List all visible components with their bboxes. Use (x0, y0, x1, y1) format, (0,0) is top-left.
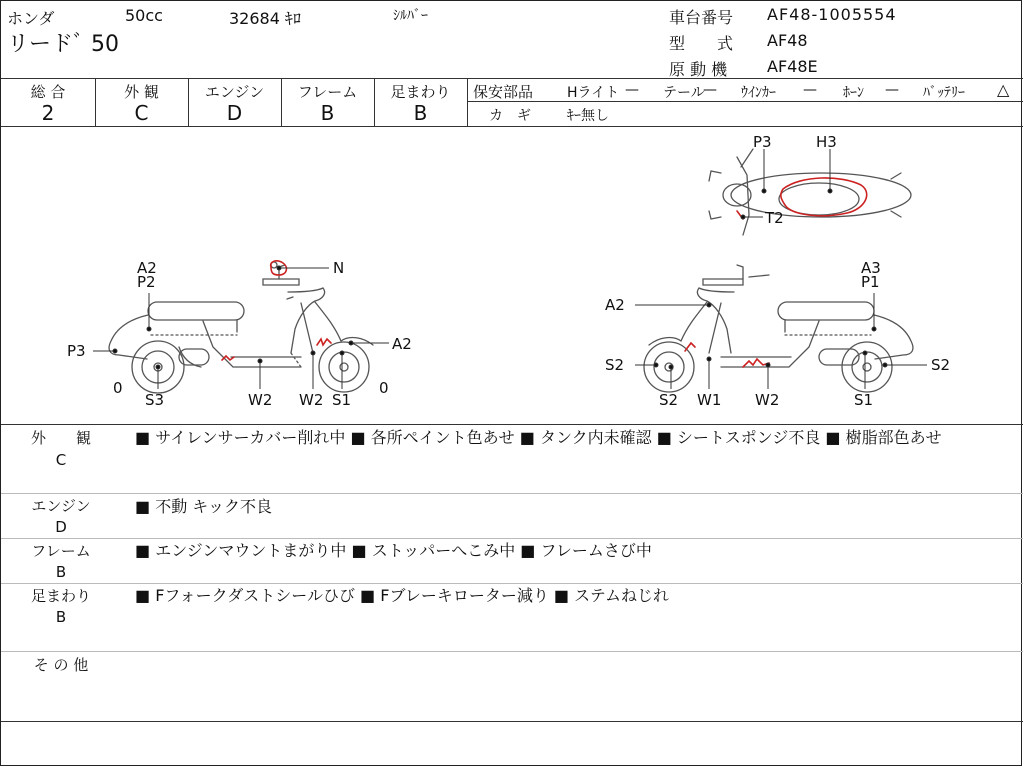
divider (1, 78, 1023, 79)
safety-horn: ﾎｰﾝ (843, 85, 864, 101)
grade-engine-label: エンジン (204, 83, 265, 101)
safety-headlight-value: — (625, 82, 639, 98)
remark-frame-grade: B (55, 563, 67, 581)
remark-exterior-label: 外 観 (30, 429, 91, 447)
label-s2: S2 (931, 356, 951, 374)
maker: ホンダ (7, 9, 55, 28)
label-s1: S1 (854, 391, 874, 409)
divider (1, 493, 1023, 494)
label-t2: T2 (765, 209, 784, 227)
safety-battery-value: △ (997, 80, 1010, 99)
label-a2: A2 (137, 259, 157, 277)
safety-tail-value: — (703, 82, 717, 98)
label-s2: S2 (659, 391, 679, 409)
model-label: 型 式 (669, 34, 734, 53)
label-s3: S3 (145, 391, 165, 409)
grade-total-label: 総 合 (30, 83, 66, 101)
label-a3: A3 (861, 259, 881, 277)
remark-engine-text: ■ 不動 キック不良 (135, 497, 272, 516)
grade-suspension-value: B (413, 101, 428, 125)
displacement: 50cc (125, 6, 163, 25)
damage-marks (222, 178, 867, 367)
grade-exterior-label: 外 観 (124, 83, 159, 101)
safety-tail: テール (663, 85, 705, 101)
safety-label: 保安部品 (473, 83, 534, 101)
grade-frame-label: フレーム (297, 83, 358, 101)
label-s1: S1 (332, 391, 352, 409)
label-w2: W2 (248, 391, 273, 409)
label-a2: A2 (392, 335, 412, 353)
safety-winker-value: — (803, 82, 817, 98)
engine-code: AF48E (767, 57, 818, 76)
safety-horn-value: — (885, 82, 899, 98)
divider (1, 583, 1023, 584)
safety-headlight: Hライト (567, 85, 620, 101)
grade-exterior-value: C (134, 101, 149, 125)
damage-mark-right-fork (685, 343, 695, 351)
label-p3: P3 (67, 342, 86, 360)
label-p3: P3 (753, 133, 772, 151)
divider (1, 424, 1023, 425)
label-w2: W2 (299, 391, 324, 409)
remark-frame-label: フレーム (31, 542, 91, 560)
remark-frame-text: ■ エンジンマウントまがり中 ■ ストッパーへこみ中 ■ フレームさび中 (135, 541, 652, 560)
engine-label: 原 動 機 (669, 60, 728, 79)
divider (1, 721, 1023, 722)
remark-exterior-text: ■ サイレンサーカバー削れ中 ■ 各所ペイント色あせ ■ タンク内未確認 ■ シートスポンジ不良 ■ 樹脂部色あせ (135, 428, 942, 447)
damage-mark-left-front (317, 339, 331, 345)
color: ｼﾙﾊﾞｰ (393, 8, 428, 24)
label-a2: A2 (605, 296, 625, 314)
diagram-labels (67, 133, 950, 409)
label-s2: S2 (605, 356, 625, 374)
label-zero: 0 (113, 379, 123, 397)
damage-diagram (1, 127, 1023, 423)
safety-winker: ｳｲﾝｶｰ (741, 85, 776, 101)
model-name: リードﾞ 50 (7, 32, 119, 57)
label-w2: W2 (755, 391, 780, 409)
grade-frame-value: B (320, 101, 335, 125)
frame-no-label: 車台番号 (669, 8, 734, 27)
mileage: 32684 ｷﾛ (229, 9, 301, 28)
divider (1, 538, 1023, 539)
divider (467, 78, 468, 126)
label-n: N (333, 259, 345, 277)
key-value: ｷｰ無し (567, 108, 609, 124)
grade-engine-value: D (226, 101, 243, 125)
remark-exterior-grade: C (55, 451, 67, 469)
remark-suspension-grade: B (55, 608, 67, 626)
grade-total-value: 2 (41, 101, 55, 125)
label-p2: P2 (137, 273, 156, 291)
scooter-top-view (709, 149, 911, 235)
remark-suspension-label: 足まわり (30, 587, 91, 605)
remark-engine-grade: D (55, 518, 67, 536)
frame-no: AF48-1005554 (767, 5, 897, 24)
label-w1: W1 (697, 391, 722, 409)
remark-other-label: そ の 他 (33, 656, 89, 674)
label-zero: 0 (379, 379, 389, 397)
label-p1: P1 (861, 273, 880, 291)
label-h3: H3 (816, 133, 837, 151)
remark-suspension-text: ■ Fフォークダストシールひび ■ Fブレーキローター減り ■ ステムねじれ (135, 586, 669, 605)
key-label: カ ギ (489, 108, 531, 124)
safety-battery: ﾊﾞｯﾃﾘｰ (923, 85, 965, 101)
damage-mark-right-floor (743, 359, 769, 367)
grade-suspension-label: 足まわり (390, 83, 451, 101)
remark-engine-label: エンジン (31, 497, 91, 515)
divider (1, 651, 1023, 652)
model-code: AF48 (767, 31, 808, 50)
